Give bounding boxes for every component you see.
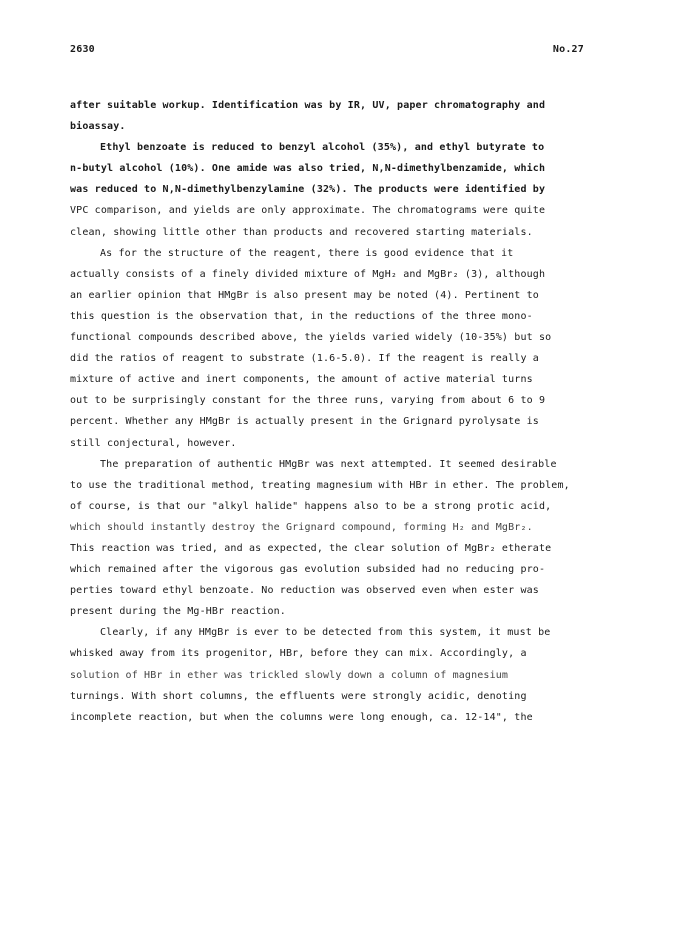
text-line: after suitable workup. Identification was by IR, UV, paper chromatography and: [70, 100, 546, 111]
text-line: an earlier opinion that HMgBr is also present may be noted (4). Pertinent to: [70, 289, 539, 301]
text-line: of course, is that our "alkyl halide" happens also to be a strong protic acid,: [70, 500, 552, 512]
text-line: mixture of active and inert components, the amount of active material turns: [70, 374, 533, 386]
text-line: to use the traditional method, treating magnesium with HBr in ether. The problem,: [70, 479, 570, 491]
text-line: solution of HBr in ether was trickled slowly down a column of magnesium: [70, 669, 509, 681]
text-line: out to be surprisingly constant for the three runs, varying from about 6 to 9: [70, 395, 546, 407]
paragraph-start-line: As for the structure of the reagent, there is good evidence that it: [100, 247, 514, 259]
paragraph-start-line: Clearly, if any HMgBr is ever to be detected from this system, it must be: [100, 627, 551, 639]
text-line: perties toward ethyl benzoate. No reduction was observed even when ester was: [70, 585, 539, 597]
text-line: functional compounds described above, the yields varied widely (10-35%) but so: [70, 332, 552, 344]
text-line: this question is the observation that, in the reductions of the three mono-: [70, 310, 533, 322]
text-line: did the ratios of reagent to substrate (1.6-5.0). If the reagent is really a: [70, 353, 539, 365]
text-line: whisked away from its progenitor, HBr, before they can mix. Accordingly, a: [70, 648, 527, 660]
text-line: incomplete reaction, but when the columns were long enough, ca. 12-14", the: [70, 711, 533, 723]
text-line: actually consists of a finely divided mixture of MgH₂ and MgBr₂ (3), although: [70, 268, 546, 280]
paragraph-start-line: The preparation of authentic HMgBr was next attempted. It seemed desirable: [100, 458, 557, 470]
text-line: was reduced to N,N-dimethylbenzylamine (32%). The products were identified by: [70, 184, 546, 196]
text-line: clean, showing little other than products and recovered starting materials.: [70, 226, 533, 238]
text-line: which should instantly destroy the Grignard compound, forming H₂ and MgBr₂.: [70, 521, 533, 533]
text-line: turnings. With short columns, the effluents were strongly acidic, denoting: [70, 690, 527, 702]
text-line: still conjectural, however.: [70, 437, 237, 449]
text-line: which remained after the vigorous gas evolution subsided had no reducing pro-: [70, 564, 546, 576]
text-line: percent. Whether any HMgBr is actually present in the Grignard pyrolysate is: [70, 416, 539, 428]
paragraph-start-line: Ethyl benzoate is reduced to benzyl alcohol (35%), and ethyl butyrate to: [100, 142, 545, 154]
body-text: [70, 95, 670, 728]
text-line: n-butyl alcohol (10%). One amide was also tried, N,N-dimethylbenzamide, which: [70, 163, 546, 175]
page-number: 2630: [70, 44, 95, 55]
text-line: This reaction was tried, and as expected, the clear solution of MgBr₂ etherate: [70, 542, 552, 554]
text-line: VPC comparison, and yields are only approximate. The chromatograms were quite: [70, 205, 546, 217]
text-line: present during the Mg-HBr reaction.: [70, 606, 286, 618]
text-line: bioassay.: [70, 121, 126, 133]
journal-issue: No.27: [552, 44, 584, 55]
